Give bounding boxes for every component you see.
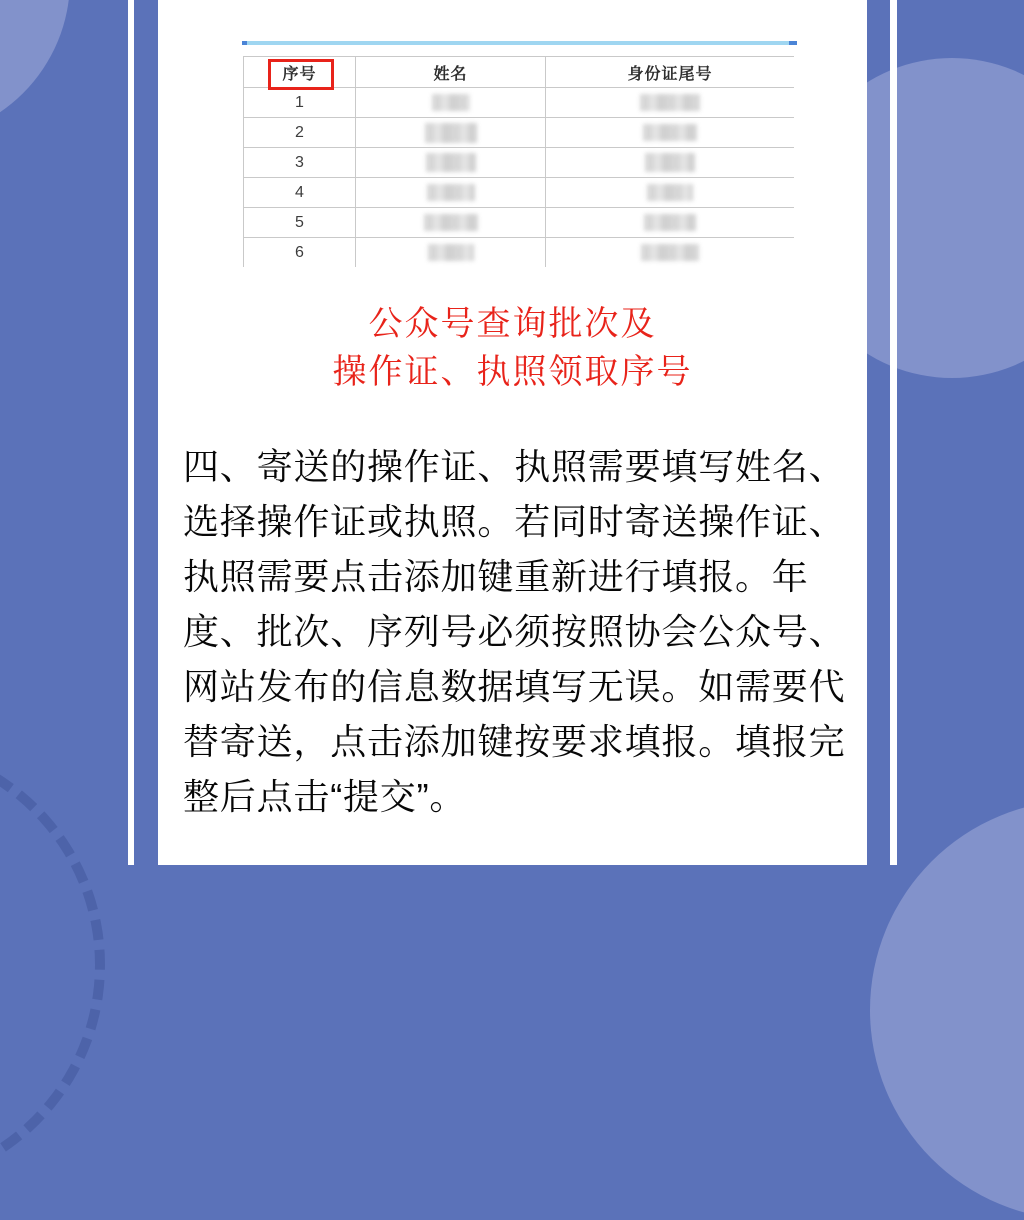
- redacted-name-blob: [427, 184, 475, 201]
- table-row: [244, 88, 795, 118]
- instruction-line: 执照需要点击添加键重新进行填报。年: [183, 556, 809, 597]
- redacted-id-blob: [645, 153, 695, 172]
- table-row: [244, 178, 795, 208]
- seq-cell: 6: [244, 238, 356, 268]
- table-row: [244, 238, 795, 268]
- caption-line-1: 公众号查询批次及: [368, 305, 657, 343]
- name-cell-redacted: [356, 238, 546, 268]
- decor-circle-top-left: [0, 0, 70, 140]
- col-header-seq: [244, 57, 356, 88]
- instruction-paragraph: [183, 439, 851, 824]
- instruction-line: 度、批次、序列号必须按照协会公众号、: [183, 611, 846, 652]
- decor-dashed-circle: [0, 740, 105, 1190]
- id-cell-redacted: [546, 148, 795, 178]
- screenshot-top-edge: [242, 41, 797, 45]
- redacted-name-blob: [426, 153, 476, 172]
- redacted-id-blob: [644, 214, 696, 231]
- redacted-id-blob: [647, 184, 693, 201]
- id-cell-redacted: [546, 208, 795, 238]
- redacted-name-blob: [424, 214, 478, 231]
- instruction-line: 选择操作证或执照。若同时寄送操作证、: [183, 501, 846, 542]
- seq-cell: 4: [244, 178, 356, 208]
- seq-cell: 3: [244, 148, 356, 178]
- instruction-line: 网站发布的信息数据填写无误。如需要代: [183, 666, 846, 707]
- seq-cell: 2: [244, 118, 356, 148]
- redacted-name-blob: [428, 244, 474, 261]
- id-cell-redacted: [546, 238, 795, 268]
- red-caption: [158, 300, 867, 396]
- redacted-id-blob: [641, 244, 699, 261]
- name-cell-redacted: [356, 88, 546, 118]
- roster-table: [243, 56, 794, 267]
- table-row: [244, 208, 795, 238]
- top-edge-right-cap: [789, 41, 797, 45]
- table-row: [244, 118, 795, 148]
- col-header-id: 身份证尾号: [546, 57, 795, 88]
- instruction-line: 整后点击“提交”。: [183, 776, 467, 817]
- seq-cell: 5: [244, 208, 356, 238]
- col-header-seq-label: 序号: [282, 65, 317, 83]
- caption-line-2: 操作证、执照领取序号: [332, 353, 693, 391]
- redacted-name-blob: [432, 94, 470, 111]
- table-header-row: [244, 57, 795, 88]
- id-cell-redacted: [546, 118, 795, 148]
- instruction-line: 四、寄送的操作证、执照需要填写姓名、: [183, 446, 846, 487]
- redacted-id-blob: [643, 124, 697, 141]
- name-cell-redacted: [356, 178, 546, 208]
- table-row: [244, 148, 795, 178]
- name-cell-redacted: [356, 208, 546, 238]
- name-cell-redacted: [356, 148, 546, 178]
- name-cell-redacted: [356, 118, 546, 148]
- redacted-id-blob: [640, 94, 700, 111]
- roster-table-screenshot: [243, 56, 794, 267]
- instruction-line: 替寄送，点击添加键按要求填报。填报完: [183, 721, 846, 762]
- frame-line-left: [128, 0, 134, 865]
- content-card: [158, 0, 867, 865]
- redacted-name-blob: [425, 123, 477, 143]
- id-cell-redacted: [546, 88, 795, 118]
- seq-cell: 1: [244, 88, 356, 118]
- frame-line-right: [890, 0, 897, 865]
- id-cell-redacted: [546, 178, 795, 208]
- top-edge-left-cap: [242, 41, 247, 45]
- col-header-name: 姓名: [356, 57, 546, 88]
